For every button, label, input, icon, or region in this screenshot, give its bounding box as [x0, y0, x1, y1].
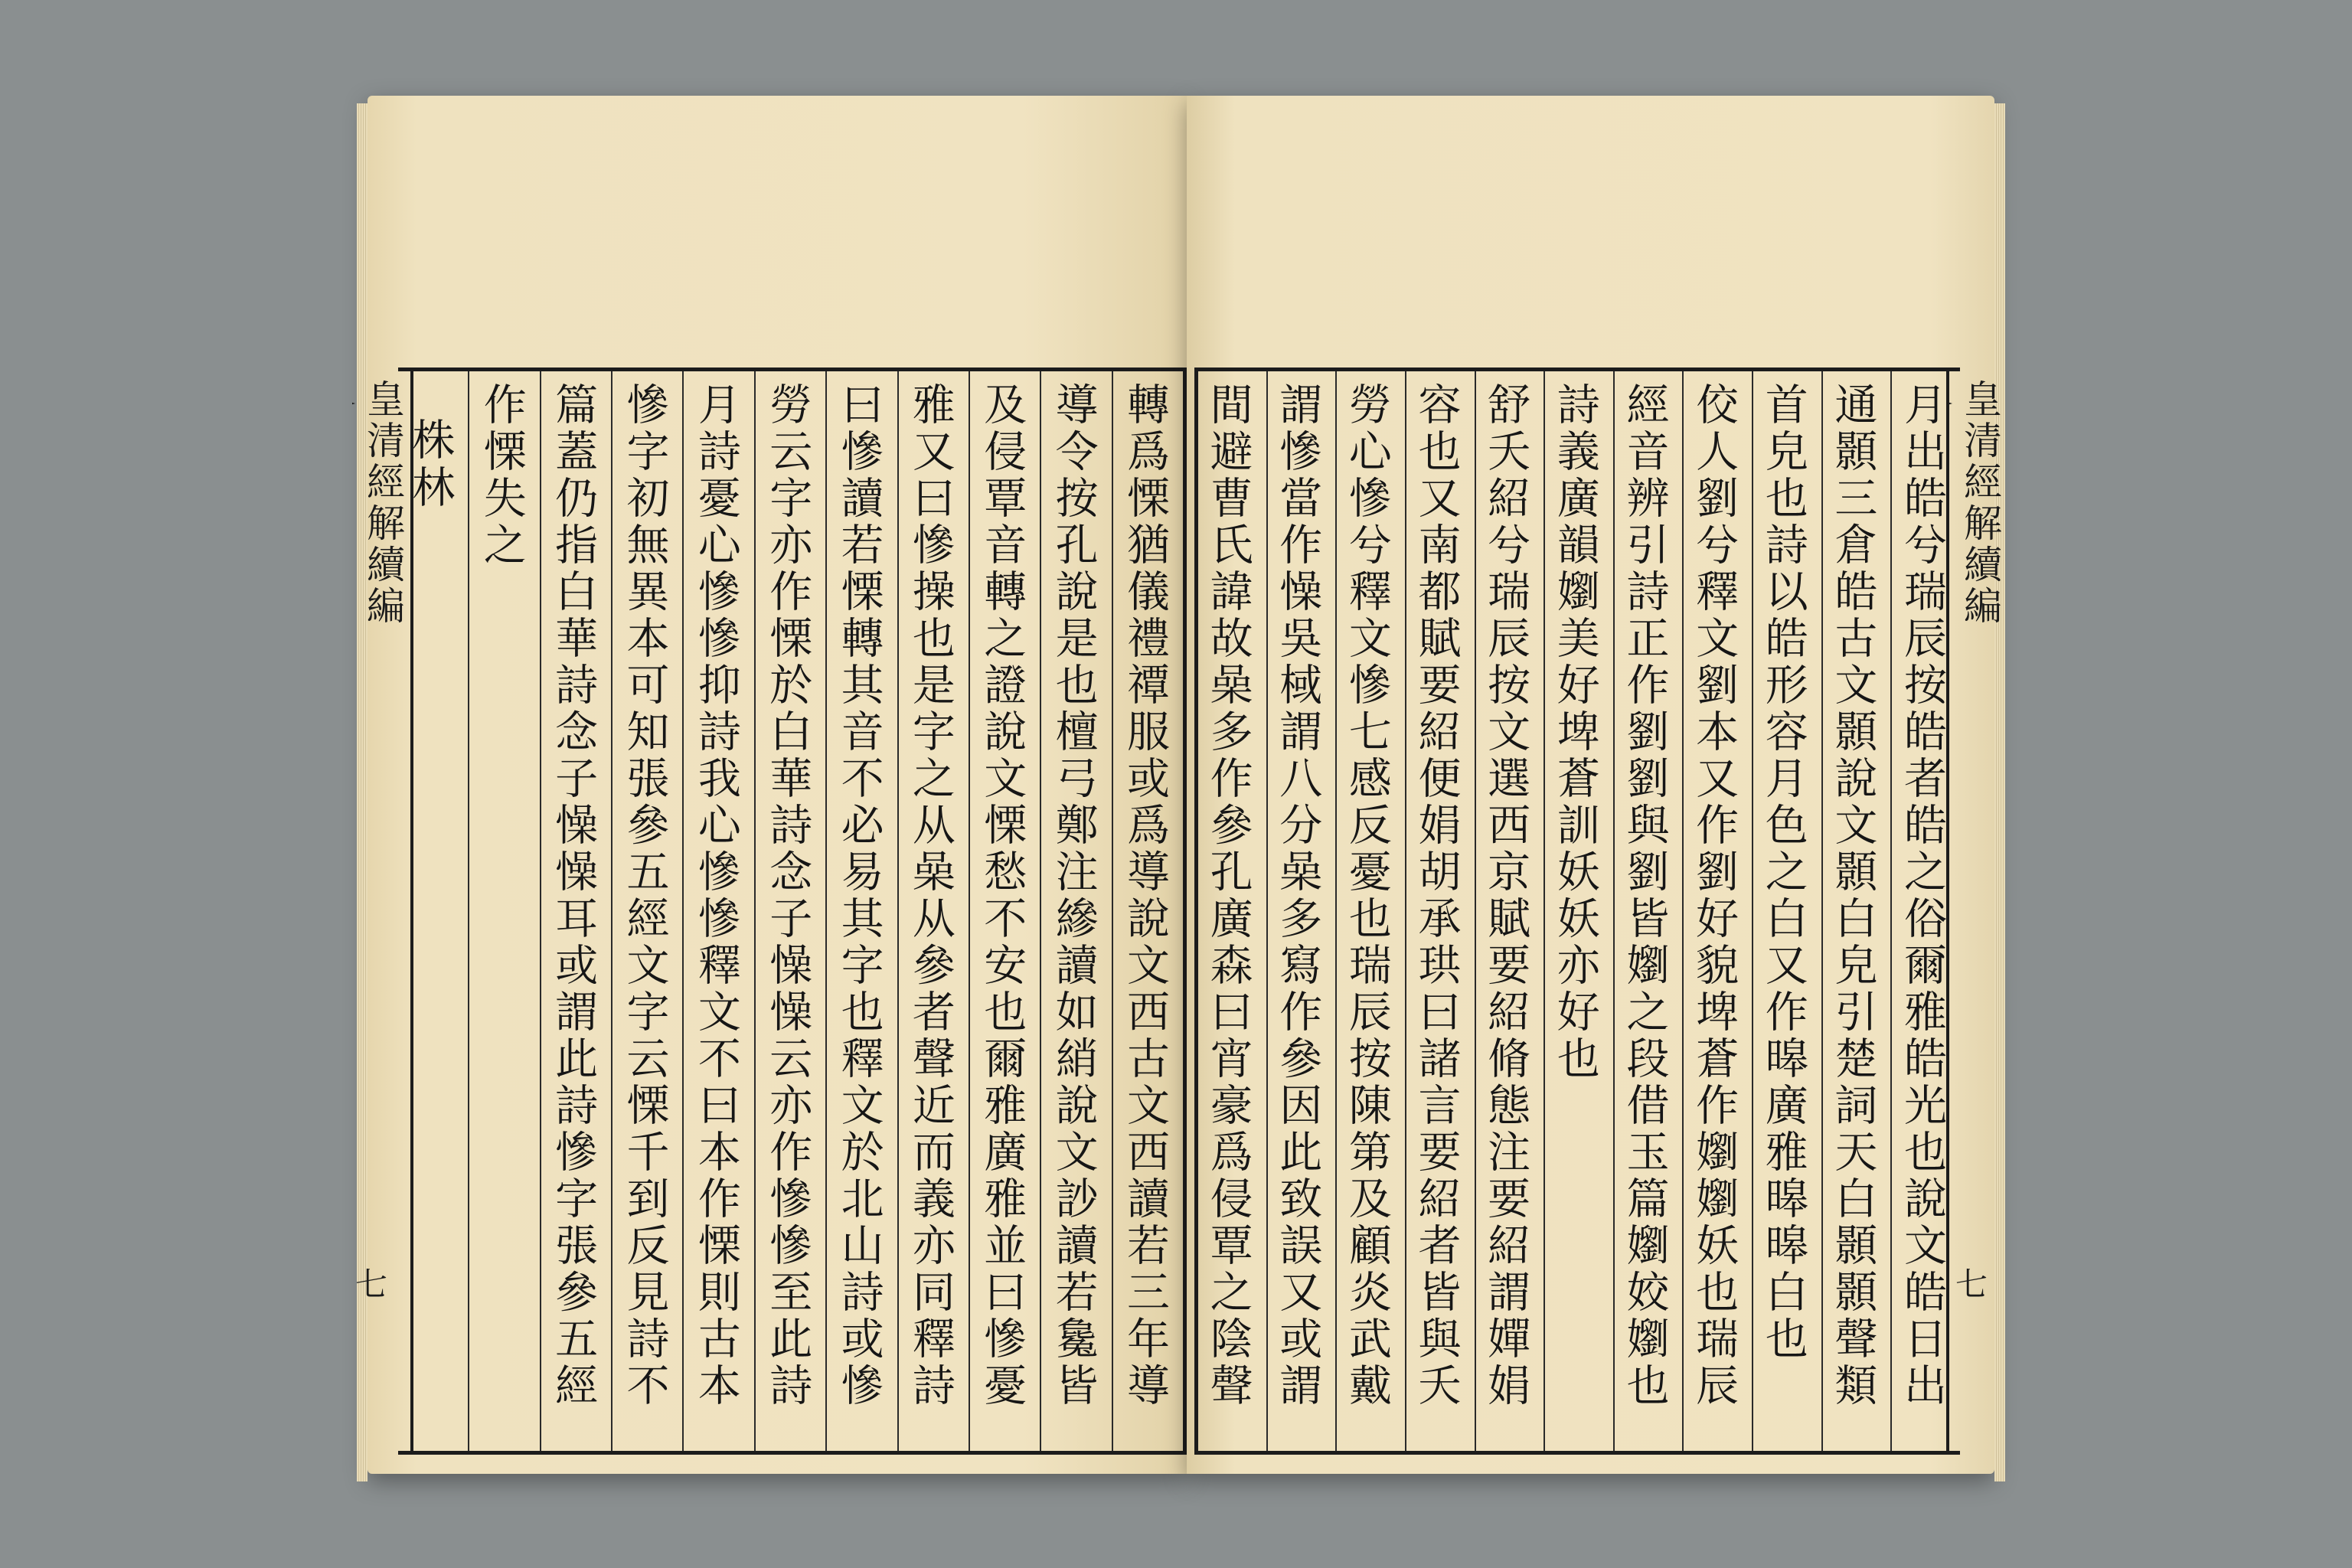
left-text-frame — [355, 368, 1187, 1455]
right-text-frame — [1194, 368, 2002, 1455]
left-col-2: 導令按孔說是也檀弓鄭注縿讀如綃說文訬讀若毚皆 — [1040, 371, 1111, 1451]
right-col-8: 容也又南都賦要紹便娟胡承珙曰諸言要紹者皆與夭 — [1405, 371, 1475, 1451]
right-margin-title: 皇清經解續編 — [1958, 379, 2002, 627]
left-margin-strip — [352, 371, 413, 1451]
right-margin-strip — [1946, 371, 2007, 1451]
right-col-11: 間避曹氏諱故喿多作參孔廣森曰宵豪爲侵覃之陰聲 — [1203, 382, 1253, 1410]
left-col-9: 篇蓋仍指白華詩念子懆懆耳或謂此詩慘字張參五經 — [540, 371, 611, 1451]
right-col-1: 月出皓兮瑞辰按皓者皓之俗爾雅皓光也說文皓日出 — [1890, 371, 1960, 1451]
right-folio: 七 — [1955, 1266, 1991, 1303]
right-col-6: 詩義廣韻嬼美好埤蒼訓妖妖亦好也 — [1544, 371, 1613, 1451]
right-columns — [1198, 371, 1960, 1451]
left-col-8: 慘字初無異本可知張參五經文字云慄千到反見詩不 — [611, 371, 682, 1451]
left-col-1: 轉爲慄猶儀禮禫服或爲導說文西古文西讀若三年導 — [1112, 371, 1183, 1451]
left-col-10: 作慄失之 — [468, 371, 539, 1451]
right-col-5: 經音辨引詩正作劉劉與劉皆嬼之段借玉篇嬼姣嬼也 — [1613, 371, 1683, 1451]
right-col-2: 通顥三倉皓古文顥說文顥白皃引楚詞天白顥顥聲類 — [1821, 371, 1891, 1451]
right-col-7: 舒夭紹兮瑞辰按文選西京賦要紹脩態注要紹謂嬋娟 — [1475, 371, 1544, 1451]
open-book — [352, 96, 2014, 1481]
left-col-4: 雅又曰慘操也是字之从喿从參者聲近而義亦同釋詩 — [897, 371, 969, 1451]
right-col-4: 佼人劉兮釋文劉本又作劉好貌埤蒼作嬼嬼妖也瑞辰 — [1682, 371, 1752, 1451]
left-col-5: 曰慘讀若慄轉其音不必易其字也釋文於北山詩或慘 — [825, 371, 897, 1451]
left-col-3: 及侵覃音轉之證說文慄愁不安也爾雅廣雅並曰慘憂 — [969, 371, 1040, 1451]
fish-tail-mark-icon — [352, 390, 355, 417]
right-col-3: 首皃也詩以皓形容月色之白又作暤廣雅暤暤白也 — [1752, 371, 1821, 1451]
right-col-9: 勞心慘兮釋文慘七感反憂也瑞辰按陳第及顧炎武戴 — [1335, 371, 1405, 1451]
left-col-7: 月詩憂心慘慘抑詩我心慘慘釋文不曰本作慄則古本 — [682, 371, 753, 1451]
section-heading-zhulin: 株林 — [405, 417, 456, 512]
left-col-6: 勞云字亦作慄於白華詩念子懆懆云亦作慘慘至此詩 — [754, 371, 825, 1451]
fish-tail-mark-icon — [1946, 390, 1952, 417]
left-folio: 七 — [355, 1266, 391, 1303]
left-columns — [398, 371, 1183, 1451]
left-page — [355, 96, 1187, 1474]
right-col-10: 謂慘當作懆吳棫謂八分喿多寫作參因此致誤又或謂 — [1266, 371, 1336, 1451]
right-page — [1187, 96, 2002, 1474]
left-margin-title: 皇清經解續編 — [361, 379, 405, 627]
